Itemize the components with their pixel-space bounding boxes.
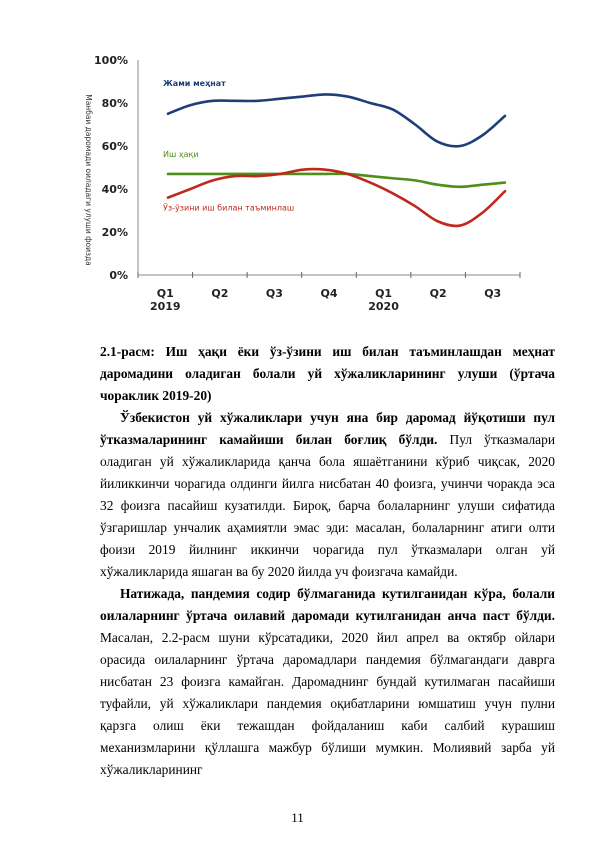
y-tick-label: 60% xyxy=(101,140,128,153)
series-label-3: Ўз-ўзини иш билан таъминлаш xyxy=(163,203,295,213)
paragraph-2-bold: Натижада, пандемия содир бўлмаганида кутилганидан кўра, болали оилаларнинг ўртача оилавий даромади кутилганидан анча паст бўлди. xyxy=(100,586,555,623)
line-chart xyxy=(60,45,550,315)
series-label-1: Жами меҳнат xyxy=(163,78,226,88)
x-axis xyxy=(138,272,520,313)
paragraph-2-text: Масалан, 2.2-расм шуни кўрсатадики, 2020 йил апрел ва октябр ойлари орасида оилаларнинг ўртача даромадлари пандемия бўлмагандаги даврга нисбатан 23 фоизга камайган. Даромаднинг бундай кутилмаган пасайиши туфайли, уй хўжаликлари пандемия оқибатларини юмшатиш учун пулни қарзга олиш ёки тежашдан фойдаланиш каби салбий курашиш механизмларини қўллашга мажбур бўлиши мумкин. Молиявий зарба уй хўжаликларининг xyxy=(100,630,555,777)
page-number: 11 xyxy=(291,810,304,825)
x-tick-label: Q1 xyxy=(375,287,393,300)
y-tick-label: 100% xyxy=(94,54,128,67)
x-tick-label: Q3 xyxy=(484,287,502,300)
x-year-label: 2020 xyxy=(368,300,399,313)
x-tick-label: Q1 xyxy=(156,287,174,300)
series-line-2 xyxy=(168,174,505,187)
x-tick-label: Q4 xyxy=(320,287,338,300)
paragraph-1-bold: Ўзбекистон уй хўжаликлари учун яна бир даромад йўқотиши пул ўтказмаларининг камайиши билан боғлиқ бўлди. xyxy=(100,410,555,447)
series-line-1 xyxy=(168,94,505,146)
paragraph-1 xyxy=(100,407,555,583)
x-year-label: 2019 xyxy=(149,300,181,313)
y-tick-label: 40% xyxy=(101,183,128,196)
x-tick-label: Q2 xyxy=(211,287,229,300)
paragraph-2 xyxy=(100,583,555,781)
figure-caption: 2.1-расм: Иш ҳақи ёки ўз-ўзини иш билан таъминлашдан меҳнат даромадини оладиган болали уй хўжаликларининг улуши (ўртача чораклик 2019-20) xyxy=(100,344,555,403)
paragraph-1-text: Пул ўтказмалари оладиган уй хўжаликларида қанча бола яшаётганини кўриб чиқсак, 2020 йиликкинчи чорагида олдинги йилга нисбатан 40 фоизга, учинчи чоракда эса 32 фоизга пасайиш кузатилди. Бироқ, барча болаларнинг улуши сифатида ўзгаришлар унчалик аҳамиятли эмас эди: масалан, болаларнинг атиги олти фоизи 2019 йилнинг иккинчи чорагида пул ўтказмалари олган уй хўжаликларида яшаган ва бу 2020 йилда уч фоизгача камайди. xyxy=(100,432,555,579)
y-axis-label: Манбаи даромади оиладаги улуши фоизда xyxy=(84,94,93,266)
y-tick-label: 20% xyxy=(101,226,128,239)
series-label-2: Иш ҳақи xyxy=(163,149,199,159)
y-axis xyxy=(94,54,138,282)
y-tick-label: 80% xyxy=(101,97,128,110)
x-tick-label: Q3 xyxy=(265,287,283,300)
body-text xyxy=(100,407,555,781)
x-tick-label: Q2 xyxy=(429,287,447,300)
series-line-3 xyxy=(168,169,505,226)
y-tick-label: 0% xyxy=(109,269,128,282)
